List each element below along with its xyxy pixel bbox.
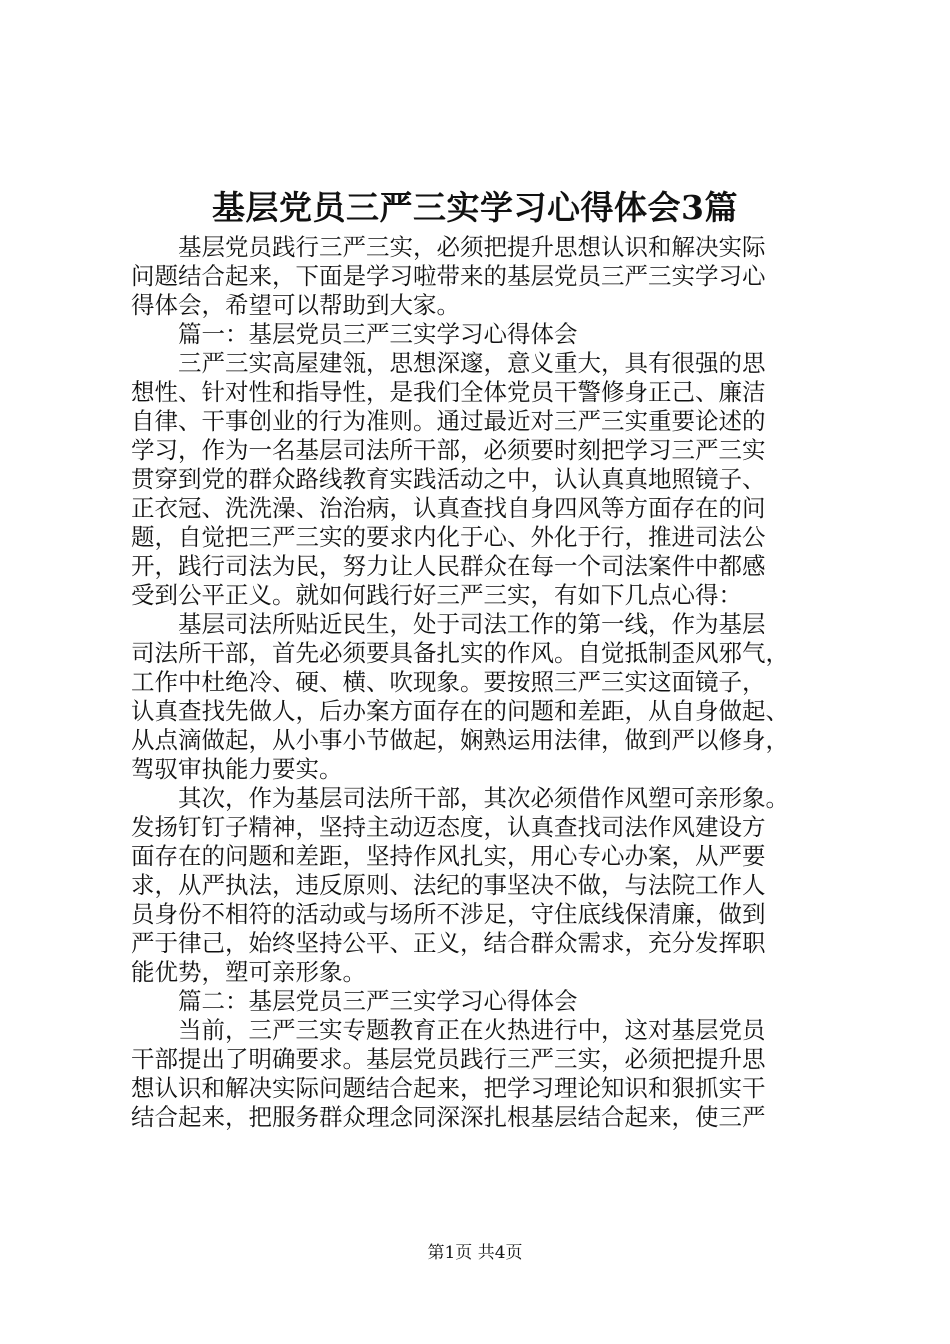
document-body xyxy=(131,233,831,1132)
page-number-footer: 第1页 共4页 xyxy=(427,1243,523,1263)
section-heading-two: 篇二：基层党员三严三实学习心得体会 xyxy=(178,987,578,1015)
section-heading-one: 篇一：基层党员三严三实学习心得体会 xyxy=(178,320,578,348)
paragraph-one-a: 三严三实高屋建瓴，思想深邃，意义重大，具有很强的思 想性、针对性和指导性，是我们全体党员干警修身正己、廉洁 自律、干事创业的行为准则。通过最近对三严三实重要论述的 学习，作为一名基层司法所干部，必须要时刻把学习三严三实 贯穿到党的群众路线教育实践活动之中，认认真真地照镜子、 正衣冠、洗洗澡、治治病，认真查找自身四风等方面存在的问 题，自觉把三严三实的要求内化于心、外化于行，推进司法公 开，践行司法为民，努力让人民群众在每一个司法案件中都感 受到公平正义。就如何践行好三严三实，有如下几点心得： xyxy=(131,349,766,609)
paragraph-one-c: 其次，作为基层司法所干部，其次必须借作风塑可亲形象。 发扬钉钉子精神，坚持主动迈态度，认真查找司法作风建设方 面存在的问题和差距，坚持作风扎实，用心专心办案，从严要 求，从严执法，违反原则、法纪的事坚决不做，与法院工作人 员身份不相符的活动或与场所不涉足，守住底线保清廉，做到 严于律己，始终坚持公平、正义，结合群众需求，充分发挥职 能优势，塑可亲形象。 xyxy=(131,784,789,986)
document-title: 基层党员三严三实学习心得体会3篇 xyxy=(212,188,738,227)
paragraph-intro: 基层党员践行三严三实，必须把提升思想认识和解决实际 问题结合起来，下面是学习啦带来的基层党员三严三实学习心 得体会，希望可以帮助到大家。 xyxy=(131,233,766,319)
paragraph-two-a: 当前，三严三实专题教育正在火热进行中，这对基层党员 干部提出了明确要求。基层党员践行三严三实，必须把提升思 想认识和解决实际问题结合起来，把学习理论知识和狠抓实干 结合起来，把服务群众理念同深深扎根基层结合起来，使三严 xyxy=(131,1016,766,1131)
paragraph-one-b: 基层司法所贴近民生，处于司法工作的第一线，作为基层 司法所干部，首先必须要具备扎实的作风。自觉抵制歪风邪气， 工作中杜绝冷、硬、横、吹现象。要按照三严三实这面镜子， 认真查找先做人，后办案方面存在的问题和差距，从自身做起、 从点滴做起，从小事小节做起，娴熟运用法律，做到严以修身， 驾驭审执能力要实。 xyxy=(131,610,789,783)
